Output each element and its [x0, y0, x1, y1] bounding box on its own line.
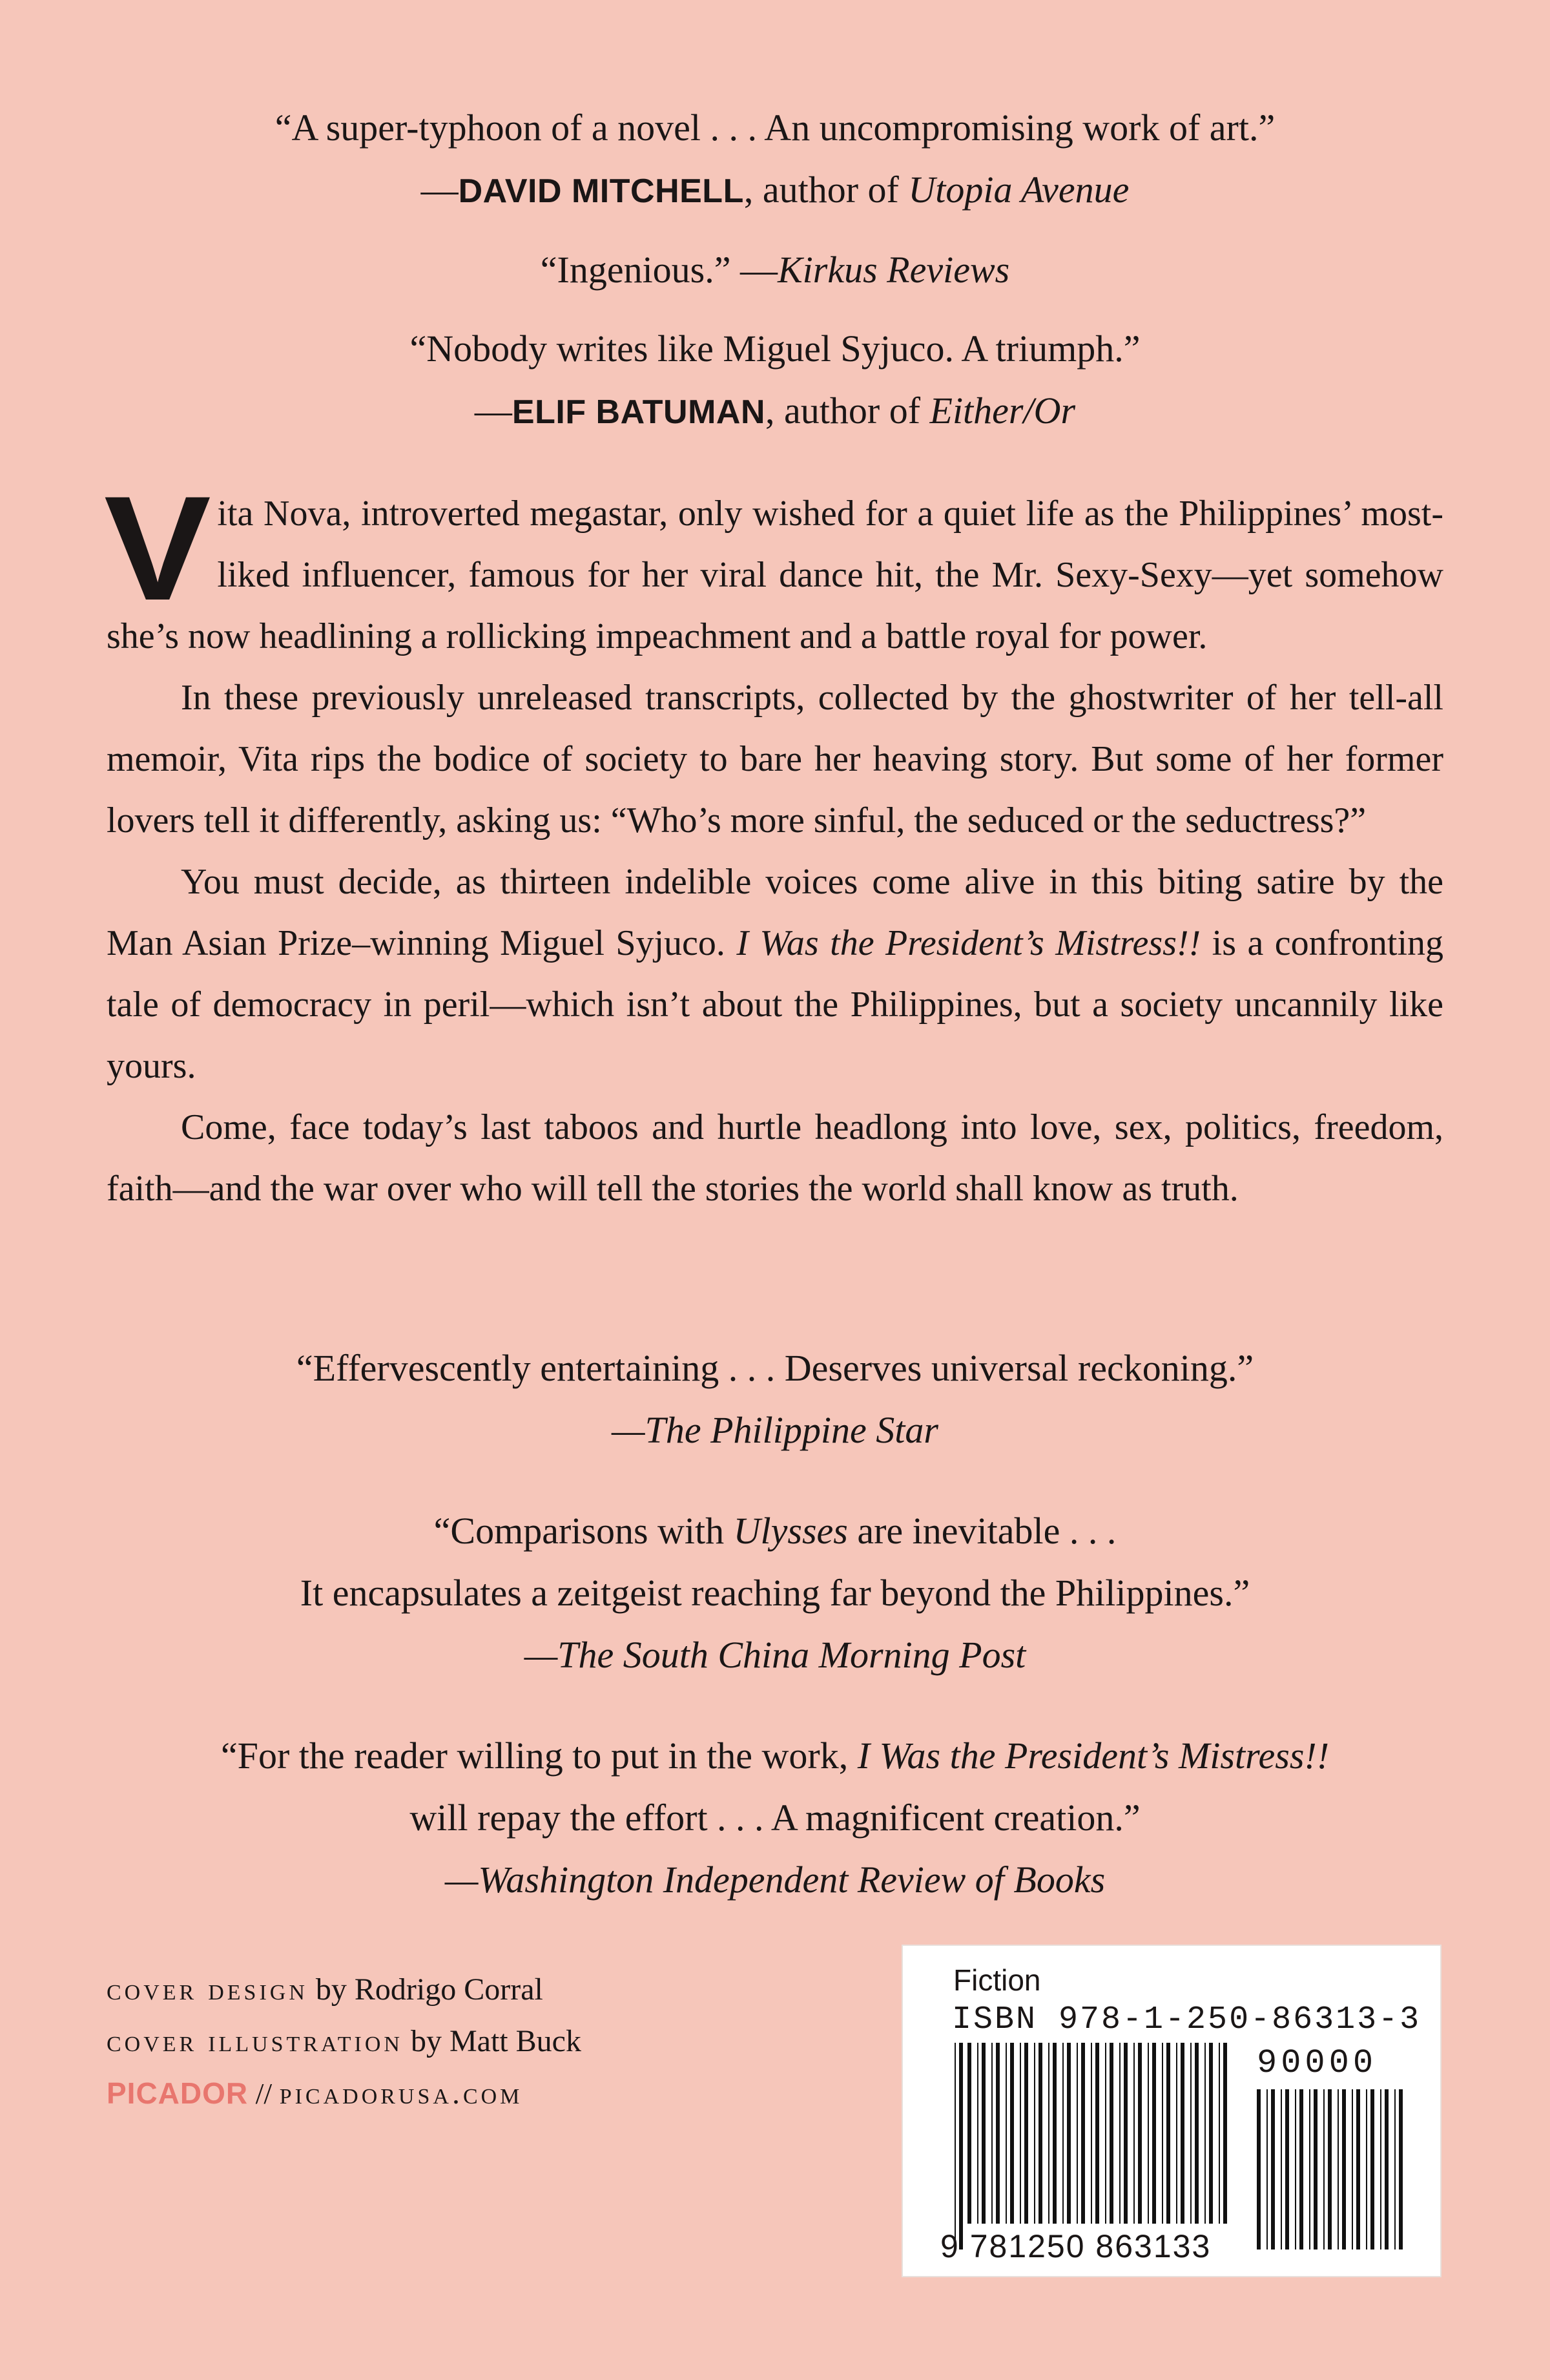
barcode-bar [977, 2043, 978, 2224]
quote-source: —The South China Morning Post [524, 1634, 1026, 1676]
barcode-bar [1091, 2043, 1092, 2224]
isbn-text: ISBN 978-1-250-86313-3 [952, 2001, 1421, 2038]
barcode-bar [1299, 2089, 1303, 2250]
barcode-bar [1323, 2089, 1325, 2250]
barcode-digits: 9 781250 863133 [940, 2228, 1212, 2264]
barcode-bar [1062, 2043, 1064, 2224]
barcode-label [902, 1945, 1442, 2277]
barcode-bar [996, 2043, 1000, 2224]
barcode-bar [1166, 2043, 1170, 2224]
description-paragraph-2: In these previously unreleased transcripts, collected by the ghostwriter of her tell-all memoir, Vita rips the bodice of society to bare her heaving story. But some of her former lovers tell it differently, asking us: “Who’s more sinful, the seduced or the seductress?” [107, 678, 1443, 840]
publisher-line: PICADOR // picadorusa.com [107, 2076, 523, 2111]
barcode-bar [1006, 2043, 1007, 2224]
barcode-bar [1356, 2089, 1360, 2250]
barcode-bar [1271, 2089, 1275, 2250]
quote-source: —Washington Independent Review of Books [444, 1859, 1106, 1901]
barcode-bar [1053, 2043, 1057, 2224]
attribution-batuman: —ELIF BATUMAN, author of Either/Or [474, 390, 1076, 432]
barcode-bar [1148, 2043, 1149, 2224]
barcode-bar [1110, 2043, 1113, 2224]
barcode-bar [1105, 2043, 1106, 2224]
quote-philippine-star: “Effervescently entertaining . . . Deserves universal reckoning.” —The Philippine Star [0, 1337, 1550, 1461]
barcode-bar [967, 2043, 971, 2224]
quote-source: Kirkus Reviews [778, 249, 1010, 291]
addon-price-digits: 90000 [1257, 2044, 1378, 2082]
barcode-bar [1370, 2089, 1374, 2250]
attribution-name: ELIF BATUMAN [512, 393, 766, 431]
quote-washington-review: “For the reader willing to put in the work, I Was the President’s Mistress!! will repay the effort . . . A magnificent creation.” —Washington Independent Review of Books [0, 1725, 1550, 1911]
description-paragraph-4: Come, face today’s last taboos and hurtle headlong into love, sex, politics, freedom, faith—and the war over who will tell the stories the world shall know as truth. [107, 1107, 1443, 1209]
barcode-bar [1024, 2043, 1028, 2224]
barcode-bar [1181, 2043, 1184, 2224]
barcode-bar [1152, 2043, 1156, 2224]
attribution-work: Utopia Avenue [908, 169, 1130, 211]
barcode-bar [1204, 2043, 1206, 2224]
barcode-bar [1176, 2043, 1177, 2224]
barcode-bar [1038, 2043, 1042, 2224]
description-paragraph-1: Vita Nova, introverted megastar, only wished for a quiet life as the Philippines’ most-liked influencer, famous for her viral dance hit, the Mr. Sexy-Sexy—yet somehow she’s now headlining a rollicking impeachment and a battle royal for power. [104, 465, 1443, 656]
barcode-bar [1081, 2043, 1085, 2224]
barcode-bar [1010, 2043, 1014, 2224]
bottom-quotes [0, 1337, 1550, 1950]
cover-design-credit: cover design by Rodrigo Corral [107, 1972, 543, 2007]
barcode-bar [1314, 2089, 1318, 2250]
barcode-bar [1394, 2089, 1396, 2250]
barcode-bar [1281, 2089, 1282, 2250]
genre-label: Fiction [953, 1963, 1041, 1997]
description-paragraph-3: You must decide, as thirteen indelible voices come alive in this biting satire by the Man Asian Prize–winning Miguel Syjuco. I Was the President’s Mistress!! is a confronting tale of democracy in peril—which isn’t about the Philippines, but a society uncannily like yours. [107, 862, 1444, 1086]
publisher-website: picadorusa.com [279, 2076, 523, 2111]
barcode-bar [1328, 2089, 1332, 2250]
barcode-bar [1190, 2043, 1192, 2224]
cover-illustration-credit: cover illustration by Matt Buck [107, 2024, 581, 2058]
barcode-bar [991, 2043, 993, 2224]
barcode-bar [1366, 2089, 1367, 2250]
barcode-bar [982, 2043, 986, 2224]
attribution-work: Either/Or [929, 390, 1076, 432]
barcode-bar [1034, 2043, 1035, 2224]
quote-batuman: “Nobody writes like Miguel Syjuco. A triumph.” [409, 328, 1141, 370]
barcode-bar [1223, 2043, 1227, 2224]
attribution-mitchell: —DAVID MITCHELL, author of Utopia Avenue [420, 169, 1130, 211]
attribution-name: DAVID MITCHELL [458, 172, 744, 210]
barcode-bar [1048, 2043, 1049, 2224]
barcode-bar [1219, 2043, 1220, 2224]
barcode-bar [1295, 2089, 1296, 2250]
barcode-bar [1352, 2089, 1353, 2250]
quote-scmp: “Comparisons with Ulysses are inevitable . . . It encapsulates a zeitgeist reaching far beyond the Philippines.” —The South China Morning Post [0, 1500, 1550, 1686]
barcode-bar [955, 2043, 956, 2250]
barcode-bar [1266, 2089, 1268, 2250]
book-description [104, 465, 1444, 1220]
quote-kirkus: “Ingenious.” —Kirkus Reviews [540, 249, 1010, 291]
barcode-bar [1399, 2089, 1403, 2250]
barcode-bar [1209, 2043, 1213, 2224]
barcode-bar [1119, 2043, 1121, 2224]
barcode-bar [1020, 2043, 1021, 2224]
barcode-bar [1095, 2043, 1099, 2224]
barcode-bar [1385, 2089, 1389, 2250]
barcode-bar [1162, 2043, 1163, 2224]
cover-credits [107, 1964, 581, 2120]
barcode-bar [1138, 2043, 1142, 2224]
barcode-bar [1077, 2043, 1078, 2224]
barcode-bar [1133, 2043, 1135, 2224]
publisher-logo: PICADOR [107, 2076, 249, 2110]
book-title: I Was the President’s Mistress!! [736, 923, 1201, 963]
barcode-bar [1124, 2043, 1128, 2224]
quote-mitchell: “A super-typhoon of a novel . . . An uncompromising work of art.” [274, 107, 1276, 149]
barcode-bar [1309, 2089, 1310, 2250]
barcode-bar [1195, 2043, 1199, 2224]
barcode-bar [959, 2043, 963, 2250]
barcode-bar [1257, 2089, 1261, 2250]
top-quotes [0, 97, 1550, 443]
barcode-bar [1285, 2089, 1289, 2250]
barcode-bar [1380, 2089, 1381, 2250]
barcode-bar [1342, 2089, 1346, 2250]
barcode-bar [1338, 2089, 1339, 2250]
quote-source: —The Philippine Star [612, 1409, 938, 1451]
drop-cap: V [104, 465, 211, 631]
barcode-bar [1067, 2043, 1071, 2224]
